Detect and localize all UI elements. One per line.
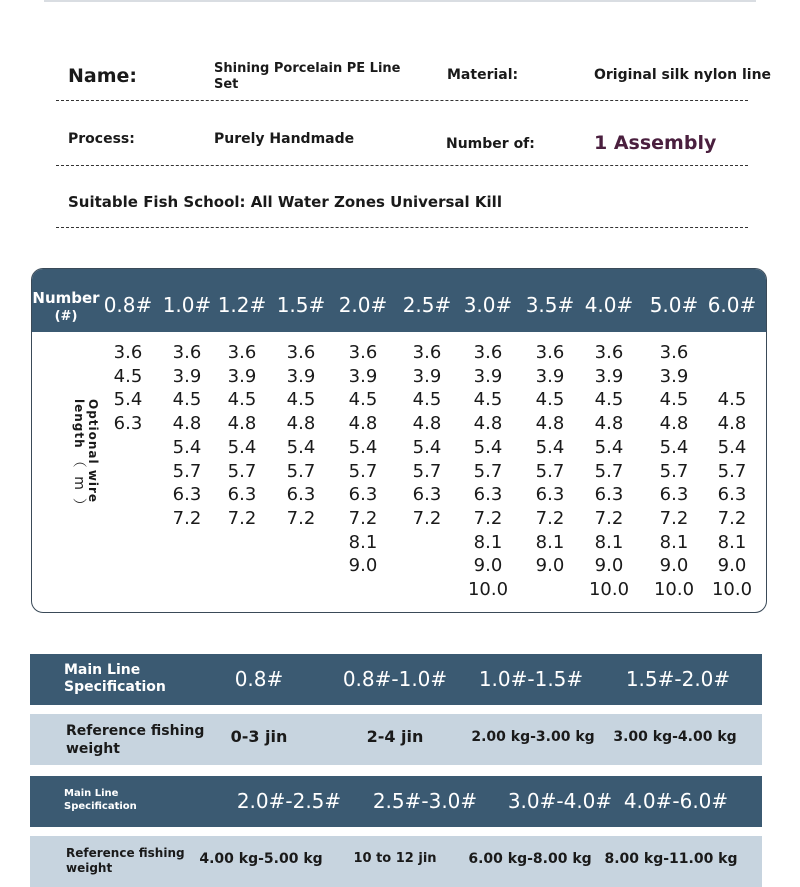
length-cell: 4.8 [594, 413, 624, 435]
length-cell: 6.3 [594, 484, 624, 506]
name-value-line2: Set [214, 77, 239, 92]
weight-value: 8.00 kg-11.00 kg [604, 851, 738, 867]
length-cell: 5.4 [659, 436, 689, 458]
length-cell: 4.8 [227, 413, 257, 435]
dashed-divider [56, 165, 748, 166]
length-cell: 5.4 [348, 436, 378, 458]
length-cell: 3.6 [535, 342, 565, 363]
length-cell: 3.9 [412, 365, 442, 387]
weight-band-2 [30, 836, 762, 887]
length-cell: 6.3 [717, 484, 747, 506]
main-line-label [64, 787, 137, 813]
ref-weight-label-line1: Reference fishing [66, 846, 185, 860]
dashed-divider [56, 227, 748, 228]
length-cell: 3.9 [348, 365, 378, 387]
length-cell: 3.9 [172, 365, 202, 387]
length-cell: 4.8 [172, 413, 202, 435]
length-cell: 4.8 [348, 413, 378, 435]
length-cell: 5.7 [535, 460, 565, 482]
number-header-cell: 2.0# [338, 293, 388, 317]
weight-value: 4.00 kg-5.00 kg [199, 851, 323, 867]
length-cell: 5.7 [172, 460, 202, 482]
wire-length-text: Optional wire length [72, 399, 100, 504]
length-cell: 4.5 [594, 389, 624, 411]
length-cell: 3.6 [286, 342, 316, 363]
number-header-cell: 3.5# [525, 293, 575, 317]
length-cell: 4.5 [535, 389, 565, 411]
top-divider [44, 0, 756, 2]
weight-band-1 [30, 714, 762, 765]
length-column [397, 341, 457, 531]
length-cell: 9.0 [594, 555, 624, 577]
length-column [579, 341, 639, 602]
length-cell: 4.8 [717, 413, 747, 435]
length-cell: 8.1 [717, 531, 747, 553]
length-cell: 5.7 [286, 460, 316, 482]
length-cell: 3.9 [473, 365, 503, 387]
length-column [644, 341, 704, 602]
suitable-fish-text: Suitable Fish School: All Water Zones Universal Kill [68, 193, 502, 211]
length-cell: 5.4 [473, 436, 503, 458]
length-cell: 5.4 [594, 436, 624, 458]
length-cell: 4.5 [473, 389, 503, 411]
spec-value: 2.5#-3.0# [372, 789, 478, 813]
length-cell: 7.2 [717, 507, 747, 529]
weight-value: 0-3 jin [230, 727, 288, 746]
length-table [31, 268, 767, 613]
length-column [98, 341, 158, 436]
wire-length-label [40, 399, 100, 529]
material-label: Material: [447, 67, 519, 83]
spec-value: 0.8#-1.0# [342, 667, 448, 691]
length-cell: 3.9 [659, 365, 689, 387]
number-header-cell: 1.2# [217, 293, 267, 317]
length-cell: 6.3 [659, 484, 689, 506]
length-column [157, 341, 217, 531]
length-cell: 6.3 [412, 484, 442, 506]
length-cell: 4.8 [535, 413, 565, 435]
length-cell: 3.9 [227, 365, 257, 387]
ref-weight-label [66, 846, 185, 876]
length-cell: 8.1 [594, 531, 624, 553]
length-cell: 6.3 [473, 484, 503, 506]
number-header-cell: 1.0# [162, 293, 212, 317]
length-cell: 8.1 [535, 531, 565, 553]
name-label: Name: [68, 65, 138, 87]
spec-value: 3.0#-4.0# [507, 789, 613, 813]
length-cell: 4.8 [659, 413, 689, 435]
length-cell: 3.6 [473, 342, 503, 363]
length-cell: 3.6 [348, 342, 378, 363]
length-column [458, 341, 518, 602]
length-column [520, 341, 580, 578]
number-header-cell: 3.0# [463, 293, 513, 317]
length-cell: 5.4 [172, 436, 202, 458]
length-cell: 7.2 [227, 507, 257, 529]
number-header-cell: 6.0# [707, 293, 757, 317]
length-column [212, 341, 272, 531]
length-cell: 3.6 [659, 342, 689, 363]
length-cell: 6.3 [348, 484, 378, 506]
length-cell: 7.2 [286, 507, 316, 529]
ref-weight-label-line2: weight [66, 861, 113, 875]
spec-value: 0.8# [234, 667, 284, 691]
length-cell: 3.9 [286, 365, 316, 387]
length-cell: 8.1 [348, 531, 378, 553]
length-cell: 3.6 [412, 342, 442, 363]
length-cell: 10.0 [467, 579, 509, 601]
length-cell: 7.2 [473, 507, 503, 529]
length-cell [702, 341, 762, 365]
length-cell: 6.3 [535, 484, 565, 506]
length-cell: 4.5 [659, 389, 689, 411]
length-cell: 9.0 [473, 555, 503, 577]
number-header-cell: 1.5# [276, 293, 326, 317]
length-cell: 9.0 [535, 555, 565, 577]
length-cell: 3.6 [227, 342, 257, 363]
length-cell: 5.7 [412, 460, 442, 482]
length-cell: 4.8 [412, 413, 442, 435]
name-value-line1: Shining Porcelain PE Line [214, 61, 401, 76]
length-cell: 5.7 [594, 460, 624, 482]
length-cell: 10.0 [653, 579, 695, 601]
length-cell: 8.1 [659, 531, 689, 553]
length-cell: 3.6 [594, 342, 624, 363]
length-cell: 4.5 [717, 389, 747, 411]
length-cell: 5.4 [535, 436, 565, 458]
length-cell: 7.2 [659, 507, 689, 529]
length-cell: 6.3 [172, 484, 202, 506]
length-cell: 4.5 [113, 365, 143, 387]
length-cell: 9.0 [348, 555, 378, 577]
weight-value: 2-4 jin [366, 727, 424, 746]
spec-value: 1.0#-1.5# [478, 667, 584, 691]
number-header-cell: 2.5# [402, 293, 452, 317]
length-cell: 4.8 [473, 413, 503, 435]
length-cell: 5.7 [348, 460, 378, 482]
length-cell: 3.9 [594, 365, 624, 387]
spec-value: 1.5#-2.0# [625, 667, 731, 691]
length-cell: 10.0 [711, 579, 753, 601]
length-cell: 5.7 [473, 460, 503, 482]
length-cell: 4.8 [286, 413, 316, 435]
number-header-cell: 4.0# [584, 293, 634, 317]
name-value [214, 61, 400, 93]
length-cell: 4.5 [172, 389, 202, 411]
number-header-cell: 5.0# [649, 293, 699, 317]
main-line-label-line1: Main Line [64, 662, 141, 678]
length-cell: 6.3 [286, 484, 316, 506]
length-cell: 9.0 [659, 555, 689, 577]
length-cell: 4.5 [227, 389, 257, 411]
length-cell: 5.4 [412, 436, 442, 458]
spec-value: 4.0#-6.0# [623, 789, 729, 813]
length-cell: 9.0 [717, 555, 747, 577]
number-header-unit: (#) [54, 309, 78, 324]
length-table-header [32, 269, 766, 332]
length-cell: 4.5 [348, 389, 378, 411]
length-cell: 3.6 [172, 342, 202, 363]
length-cell: 5.7 [659, 460, 689, 482]
length-cell: 5.4 [227, 436, 257, 458]
length-column [333, 341, 393, 578]
weight-value: 10 to 12 jin [353, 851, 437, 866]
length-cell: 7.2 [172, 507, 202, 529]
weight-value: 6.00 kg-8.00 kg [468, 851, 592, 867]
spec-value: 2.0#-2.5# [236, 789, 342, 813]
length-cell: 5.7 [717, 460, 747, 482]
length-cell: 7.2 [348, 507, 378, 529]
process-value: Purely Handmade [214, 131, 355, 147]
main-line-label-line1: Main Line [64, 788, 119, 799]
weight-value: 2.00 kg-3.00 kg [471, 729, 595, 745]
length-cell: 7.2 [594, 507, 624, 529]
length-cell: 7.2 [412, 507, 442, 529]
number-header-cell: 0.8# [103, 293, 153, 317]
length-cell: 6.3 [227, 484, 257, 506]
length-cell: 5.4 [717, 436, 747, 458]
ref-weight-label-line1: Reference fishing [66, 723, 205, 739]
length-cell: 4.5 [412, 389, 442, 411]
length-cell: 5.4 [286, 436, 316, 458]
length-cell: 5.4 [113, 389, 143, 411]
number-value: 1 Assembly [594, 132, 717, 154]
main-line-label-line2: Specification [64, 679, 166, 695]
length-column [702, 341, 762, 602]
length-cell: 10.0 [588, 579, 630, 601]
number-label: Number of: [446, 136, 535, 152]
length-cell: 4.5 [286, 389, 316, 411]
length-cell: 7.2 [535, 507, 565, 529]
length-cell: 5.7 [227, 460, 257, 482]
material-value: Original silk nylon line [594, 67, 772, 83]
wire-length-unit: （ m ） [71, 453, 87, 515]
number-header-label: Number [32, 289, 100, 307]
length-cell: 3.6 [113, 342, 143, 363]
length-cell: 3.9 [535, 365, 565, 387]
length-cell [702, 365, 762, 389]
spec-band-2 [30, 776, 762, 827]
spec-band-1 [30, 654, 762, 705]
dashed-divider [56, 100, 748, 101]
length-column [271, 341, 331, 531]
ref-weight-label-line2: weight [66, 741, 120, 757]
weight-value: 3.00 kg-4.00 kg [613, 729, 737, 745]
main-line-label-line2: Specification [64, 801, 137, 812]
length-cell: 8.1 [473, 531, 503, 553]
process-label: Process: [68, 131, 135, 147]
length-cell: 6.3 [113, 413, 143, 435]
main-line-label [64, 662, 166, 696]
